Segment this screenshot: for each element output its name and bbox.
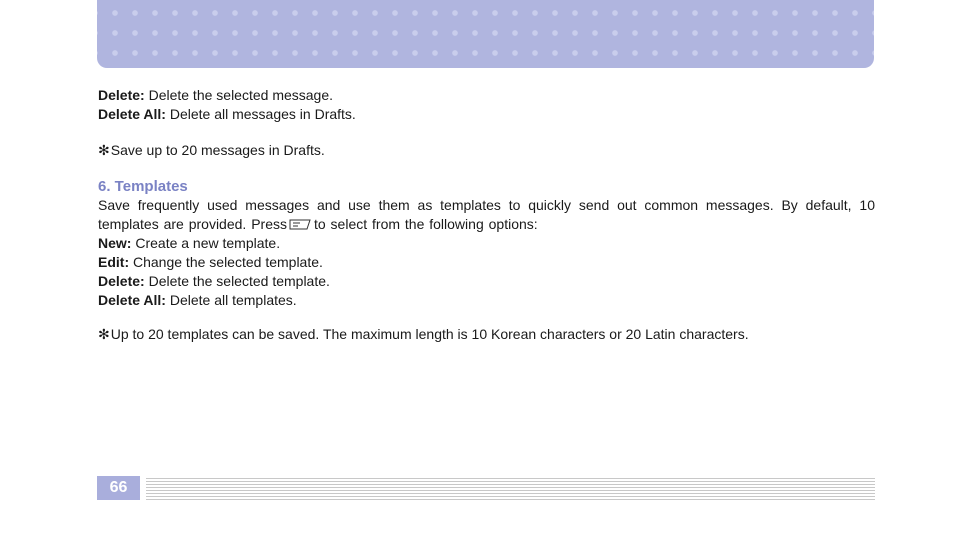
option-desc: Create a new template.	[135, 235, 281, 251]
page-number: 66	[97, 476, 140, 500]
footer-rule	[146, 478, 875, 500]
note-mark: ✻	[98, 142, 110, 158]
page-content	[98, 86, 875, 344]
note-text: Save up to 20 messages in Drafts.	[110, 142, 325, 158]
note-mark: ✻	[98, 326, 110, 342]
header-band	[97, 0, 874, 68]
templates-option-delete	[98, 272, 875, 291]
intro-text: Save frequently used messages and use them as templates to quickly send out common messages. By default, 10 templates are provided. Press	[98, 197, 875, 232]
drafts-option-delete	[98, 86, 875, 105]
templates-option-edit	[98, 253, 875, 272]
templates-note	[98, 325, 875, 344]
option-desc: Delete all messages in Drafts.	[169, 106, 356, 122]
section-heading: 6. Templates	[98, 178, 188, 195]
intro-text-after-icon: to select from the following options:	[313, 216, 538, 232]
drafts-note	[98, 141, 875, 160]
option-desc: Delete the selected message.	[148, 87, 334, 103]
option-term: Delete All:	[98, 292, 166, 308]
option-desc: Delete the selected template.	[148, 273, 330, 289]
option-term: New:	[98, 235, 132, 251]
option-desc: Change the selected template.	[133, 254, 323, 270]
option-term: Edit:	[98, 254, 130, 270]
templates-intro	[98, 196, 875, 234]
note-text: Up to 20 templates can be saved. The maximum length is 10 Korean characters or 20 Latin characters.	[110, 326, 749, 342]
menu-softkey-icon	[289, 219, 311, 230]
option-desc: Delete all templates.	[169, 292, 297, 308]
templates-option-delete-all	[98, 291, 875, 310]
option-term: Delete:	[98, 273, 145, 289]
option-term: Delete All:	[98, 106, 166, 122]
drafts-option-delete-all	[98, 105, 875, 124]
option-term: Delete:	[98, 87, 145, 103]
templates-option-new	[98, 234, 875, 253]
